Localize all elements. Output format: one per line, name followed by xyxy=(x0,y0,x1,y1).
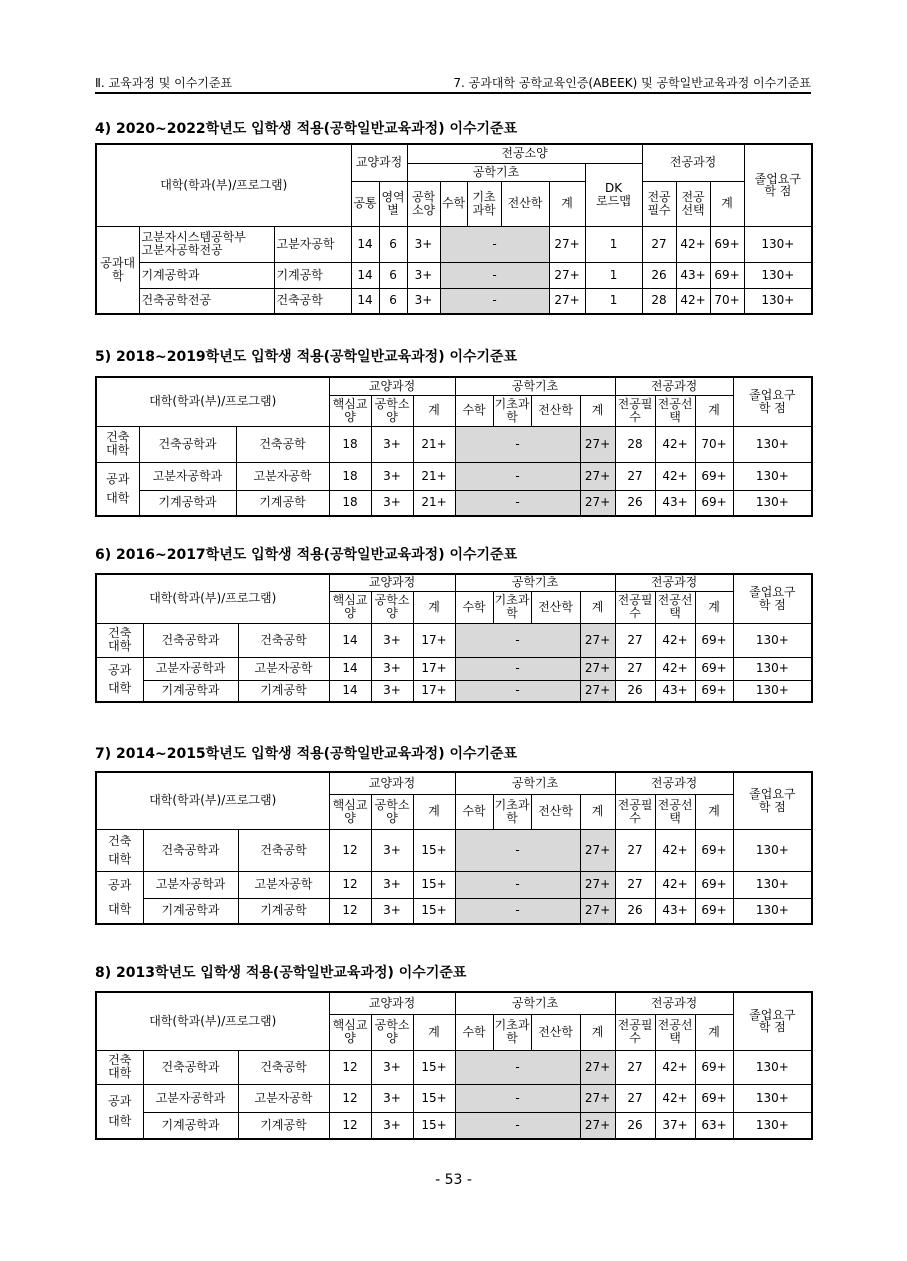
header-elec: 전공선택 xyxy=(676,181,710,226)
table-row xyxy=(96,1050,812,1084)
header-left: Ⅱ. 교육과정 및 이수기준표 xyxy=(95,76,233,90)
header-jeongong: 전공과정 xyxy=(642,144,744,181)
cell: 14 xyxy=(329,680,371,702)
header-jeongong-soyang: 전공소양 xyxy=(407,144,642,163)
header-gyoyang: 교양과정 xyxy=(329,992,455,1014)
cell: 69+ xyxy=(695,1084,733,1112)
cell: 3+ xyxy=(371,829,413,871)
section-title: 7) 2014~2015학년도 입학생 적용(공학일반교육과정) 이수기준표 xyxy=(95,746,518,762)
header-gyoyang: 교양과정 xyxy=(329,377,455,395)
cell: 15+ xyxy=(413,898,455,924)
college-cell: 건축 대학 xyxy=(96,1050,143,1084)
header-math: 수학 xyxy=(455,591,493,623)
cell: 21+ xyxy=(413,426,455,462)
dept-cell: 건축공학과 xyxy=(143,623,238,657)
header-sum3: 계 xyxy=(695,794,733,829)
header-math: 수학 xyxy=(455,794,493,829)
cell: 27+ xyxy=(580,898,615,924)
cell: 130+ xyxy=(733,1050,812,1084)
header-unit: 대학(학과(부)/프로그램) xyxy=(96,377,329,426)
cell: 130+ xyxy=(733,898,812,924)
header-gh-soyang: 공학소양 xyxy=(407,181,440,226)
cell: 1 xyxy=(585,262,642,288)
cell: 3+ xyxy=(371,623,413,657)
cell: 3+ xyxy=(371,898,413,924)
college-cell: 건축 대학 xyxy=(96,623,143,657)
cell: 28 xyxy=(642,288,676,314)
header-req: 전공필수 xyxy=(615,794,655,829)
header-gh-soyang: 공학소양 xyxy=(371,794,413,829)
cell: 130+ xyxy=(744,288,812,314)
header-sum3: 계 xyxy=(695,591,733,623)
prog-cell: 고분자공학 xyxy=(238,657,329,680)
cell: 12 xyxy=(329,871,371,898)
header-dk: DK 로드맵 xyxy=(585,163,642,226)
header-sum: 계 xyxy=(549,181,585,226)
cell: - xyxy=(455,490,580,516)
header-core: 핵심교양 xyxy=(329,591,371,623)
cell: 3+ xyxy=(407,226,440,262)
table-row xyxy=(96,898,812,924)
header-gonghak-gicho: 공학기초 xyxy=(455,992,615,1014)
header-grad: 졸업요구 학 점 xyxy=(733,574,812,623)
table-row xyxy=(96,871,812,898)
cell: 42+ xyxy=(655,871,695,898)
table-row xyxy=(96,680,812,702)
dept-cell: 건축공학과 xyxy=(143,1050,238,1084)
cell: 130+ xyxy=(733,426,812,462)
cell: 18 xyxy=(329,462,371,490)
cell: - xyxy=(455,623,580,657)
cell: 3+ xyxy=(371,1050,413,1084)
cell: 3+ xyxy=(371,657,413,680)
cell: 14 xyxy=(351,288,379,314)
cell: 3+ xyxy=(371,426,413,462)
header-math: 수학 xyxy=(455,1014,493,1050)
cell: 69+ xyxy=(695,871,733,898)
prog-cell: 고분자공학 xyxy=(236,462,329,490)
cell: 14 xyxy=(351,262,379,288)
cell: 15+ xyxy=(413,871,455,898)
cell: 3+ xyxy=(371,680,413,702)
cell: 130+ xyxy=(733,623,812,657)
header-math: 수학 xyxy=(455,395,493,426)
requirements-table xyxy=(95,573,813,703)
cell: 27 xyxy=(615,1084,655,1112)
cell: 17+ xyxy=(413,623,455,657)
cell: 42+ xyxy=(655,829,695,871)
header-sum: 계 xyxy=(413,591,455,623)
header-jeongong: 전공과정 xyxy=(615,377,733,395)
dept-cell: 기계공학과 xyxy=(139,262,274,288)
dept-cell: 기계공학과 xyxy=(139,490,236,516)
table-row xyxy=(96,657,812,680)
header-sum: 계 xyxy=(413,1014,455,1050)
cell: 17+ xyxy=(413,680,455,702)
cell: 27+ xyxy=(580,1112,615,1139)
header-unit: 대학(학과(부)/프로그램) xyxy=(96,574,329,623)
cell: 15+ xyxy=(413,829,455,871)
cell: 27+ xyxy=(580,657,615,680)
cell: 27 xyxy=(615,829,655,871)
prog-cell: 기계공학 xyxy=(236,490,329,516)
header-req: 전공필수 xyxy=(642,181,676,226)
cell: 3+ xyxy=(371,1084,413,1112)
cell: 27+ xyxy=(580,426,615,462)
header-elec: 전공선택 xyxy=(655,794,695,829)
cell: 27+ xyxy=(580,1084,615,1112)
cell: 69+ xyxy=(695,1050,733,1084)
cell: 70+ xyxy=(710,288,744,314)
header-gyoyang: 교양과정 xyxy=(351,144,407,181)
prog-cell: 기계공학 xyxy=(238,680,329,702)
header-computing: 전산학 xyxy=(531,591,580,623)
cell: 6 xyxy=(379,288,407,314)
header-basic-sci: 기초과학 xyxy=(493,794,531,829)
cell: 15+ xyxy=(413,1050,455,1084)
header-sum2: 계 xyxy=(580,794,615,829)
cell: - xyxy=(455,1112,580,1139)
table-row xyxy=(96,226,812,262)
prog-cell: 기계공학 xyxy=(238,898,329,924)
table-row xyxy=(96,623,812,657)
page-header xyxy=(95,74,811,94)
cell: 1 xyxy=(585,226,642,262)
header-computing: 전산학 xyxy=(531,395,580,426)
cell: 27+ xyxy=(580,1050,615,1084)
prog-cell: 고분자공학 xyxy=(238,1084,329,1112)
cell: 42+ xyxy=(655,1050,695,1084)
cell: 12 xyxy=(329,1112,371,1139)
cell: 27+ xyxy=(580,490,615,516)
section-title: 8) 2013학년도 입학생 적용(공학일반교육과정) 이수기준표 xyxy=(95,965,467,981)
cell: 42+ xyxy=(655,623,695,657)
cell: - xyxy=(455,829,580,871)
cell: 26 xyxy=(615,1112,655,1139)
college-cell: 공과 대학 xyxy=(96,657,143,702)
cell: 69+ xyxy=(710,226,744,262)
header-sum3: 계 xyxy=(695,1014,733,1050)
table-row xyxy=(96,490,812,516)
cell: 27+ xyxy=(580,871,615,898)
cell: 26 xyxy=(615,490,655,516)
section-title: 5) 2018~2019학년도 입학생 적용(공학일반교육과정) 이수기준표 xyxy=(95,349,518,365)
dept-cell: 기계공학과 xyxy=(143,1112,238,1139)
cell: 69+ xyxy=(695,657,733,680)
cell: 130+ xyxy=(733,490,812,516)
header-sum2: 계 xyxy=(580,1014,615,1050)
cell: 130+ xyxy=(733,1112,812,1139)
cell: - xyxy=(455,657,580,680)
header-gonghak-gicho: 공학기초 xyxy=(407,163,585,181)
cell: 130+ xyxy=(733,871,812,898)
header-req: 전공필수 xyxy=(615,395,655,426)
dept-cell: 건축공학전공 xyxy=(139,288,274,314)
college-cell: 공과 대학 xyxy=(96,462,139,516)
cell: 3+ xyxy=(407,262,440,288)
cell: 43+ xyxy=(676,262,710,288)
prog-cell: 기계공학 xyxy=(238,1112,329,1139)
cell: 42+ xyxy=(676,226,710,262)
header-unit: 대학(학과(부)/프로그램) xyxy=(96,992,329,1050)
cell: 27 xyxy=(615,871,655,898)
header-sum: 계 xyxy=(413,794,455,829)
cell: 130+ xyxy=(733,829,812,871)
header-core: 핵심교양 xyxy=(329,794,371,829)
header-grad: 졸업요구 학 점 xyxy=(733,377,812,426)
cell: 69+ xyxy=(695,829,733,871)
college-cell: 공과 대학 xyxy=(96,871,143,924)
requirements-table xyxy=(95,143,813,315)
header-gh-soyang: 공학소양 xyxy=(371,591,413,623)
cell: 6 xyxy=(379,262,407,288)
header-computing: 전산학 xyxy=(531,1014,580,1050)
cell: 12 xyxy=(329,1084,371,1112)
header-req: 전공필수 xyxy=(615,1014,655,1050)
cell: 26 xyxy=(615,898,655,924)
cell: 15+ xyxy=(413,1112,455,1139)
cell: 130+ xyxy=(733,462,812,490)
cell: 130+ xyxy=(733,1084,812,1112)
cell: 37+ xyxy=(655,1112,695,1139)
cell: 26 xyxy=(642,262,676,288)
cell: 63+ xyxy=(695,1112,733,1139)
requirements-table xyxy=(95,376,813,517)
cell: 130+ xyxy=(744,262,812,288)
header-elec: 전공선택 xyxy=(655,591,695,623)
header-basic-sci: 기초과학 xyxy=(493,591,531,623)
cell: 130+ xyxy=(733,680,812,702)
cell: 15+ xyxy=(413,1084,455,1112)
header-jeongong: 전공과정 xyxy=(615,772,733,794)
header-area: 영역별 xyxy=(379,181,407,226)
cell: 42+ xyxy=(655,1084,695,1112)
cell: 27+ xyxy=(549,226,585,262)
cell: 12 xyxy=(329,829,371,871)
cell: 27 xyxy=(615,462,655,490)
header-core: 핵심교양 xyxy=(329,1014,371,1050)
header-gh-soyang: 공학소양 xyxy=(371,395,413,426)
header-basic-sci: 기초과학 xyxy=(493,1014,531,1050)
header-elec: 전공선택 xyxy=(655,1014,695,1050)
cell: 42+ xyxy=(655,657,695,680)
cell: 27+ xyxy=(580,462,615,490)
cell: 3+ xyxy=(371,462,413,490)
header-sum: 계 xyxy=(413,395,455,426)
dept-cell: 고분자공학과 xyxy=(139,462,236,490)
cell: - xyxy=(455,1050,580,1084)
header-jeongong: 전공과정 xyxy=(615,992,733,1014)
header-basic-sci: 기초과학 xyxy=(467,181,501,226)
cell: 14 xyxy=(351,226,379,262)
cell: 14 xyxy=(329,657,371,680)
header-computing: 전산학 xyxy=(501,181,549,226)
cell: 70+ xyxy=(695,426,733,462)
header-gyoyang: 교양과정 xyxy=(329,772,455,794)
cell: 3+ xyxy=(407,288,440,314)
cell: 28 xyxy=(615,426,655,462)
cell: 14 xyxy=(329,623,371,657)
cell: 130+ xyxy=(744,226,812,262)
cell: 17+ xyxy=(413,657,455,680)
table-row xyxy=(96,426,812,462)
cell: 130+ xyxy=(733,657,812,680)
cell: 3+ xyxy=(371,490,413,516)
section-title: 4) 2020~2022학년도 입학생 적용(공학일반교육과정) 이수기준표 xyxy=(95,121,518,137)
table-row xyxy=(96,462,812,490)
cell: 27 xyxy=(642,226,676,262)
dept-cell: 고분자공학과 xyxy=(143,871,238,898)
table-row xyxy=(96,829,812,871)
cell: 27 xyxy=(615,1050,655,1084)
cell: 27+ xyxy=(580,623,615,657)
requirements-table xyxy=(95,991,813,1140)
college-cell: 공과 대학 xyxy=(96,1084,143,1139)
prog-cell: 건축공학 xyxy=(238,623,329,657)
prog-cell: 건축공학 xyxy=(236,426,329,462)
college-cell: 건축 대학 xyxy=(96,829,143,871)
header-computing: 전산학 xyxy=(531,794,580,829)
cell: - xyxy=(440,226,549,262)
cell: - xyxy=(455,1084,580,1112)
cell: 27 xyxy=(615,623,655,657)
cell: 21+ xyxy=(413,490,455,516)
college-cell: 공과대학 xyxy=(96,226,139,314)
cell: 3+ xyxy=(371,871,413,898)
prog-cell: 건축공학 xyxy=(238,1050,329,1084)
header-sum2: 계 xyxy=(580,591,615,623)
table-row xyxy=(96,1084,812,1112)
cell: 27+ xyxy=(549,262,585,288)
cell: - xyxy=(455,462,580,490)
cell: - xyxy=(440,288,549,314)
cell: 27 xyxy=(615,657,655,680)
cell: 27+ xyxy=(549,288,585,314)
header-sum2: 계 xyxy=(710,181,744,226)
header-basic-sci: 기초과학 xyxy=(493,395,531,426)
prog-cell: 기계공학 xyxy=(274,262,351,288)
cell: - xyxy=(455,426,580,462)
cell: 43+ xyxy=(655,898,695,924)
dept-cell: 건축공학과 xyxy=(139,426,236,462)
cell: 3+ xyxy=(371,1112,413,1139)
table-row xyxy=(96,288,812,314)
prog-cell: 고분자공학 xyxy=(274,226,351,262)
cell: 69+ xyxy=(695,898,733,924)
header-math: 수학 xyxy=(440,181,467,226)
header-req: 전공필수 xyxy=(615,591,655,623)
cell: 43+ xyxy=(655,490,695,516)
header-grad: 졸업요구 학 점 xyxy=(733,992,812,1050)
cell: 26 xyxy=(615,680,655,702)
cell: 69+ xyxy=(695,623,733,657)
cell: 21+ xyxy=(413,462,455,490)
header-unit: 대학(학과(부)/프로그램) xyxy=(96,144,351,226)
header-sum2: 계 xyxy=(580,395,615,426)
cell: 43+ xyxy=(655,680,695,702)
header-common: 공통 xyxy=(351,181,379,226)
header-grad: 졸업요구 학 점 xyxy=(733,772,812,829)
dept-cell: 고분자공학과 xyxy=(143,1084,238,1112)
cell: 42+ xyxy=(655,462,695,490)
cell: 27+ xyxy=(580,680,615,702)
header-right: 7. 공과대학 공학교육인증(ABEEK) 및 공학일반교육과정 이수기준표 xyxy=(453,76,811,90)
header-elec: 전공선택 xyxy=(655,395,695,426)
cell: 18 xyxy=(329,426,371,462)
cell: - xyxy=(455,898,580,924)
dept-cell: 고분자시스템공학부 고분자공학전공 xyxy=(139,226,274,262)
prog-cell: 건축공학 xyxy=(274,288,351,314)
header-gonghak-gicho: 공학기초 xyxy=(455,772,615,794)
header-gonghak-gicho: 공학기초 xyxy=(455,574,615,591)
cell: 18 xyxy=(329,490,371,516)
table-row xyxy=(96,262,812,288)
cell: - xyxy=(455,680,580,702)
header-core: 핵심교양 xyxy=(329,395,371,426)
cell: 69+ xyxy=(710,262,744,288)
table-row xyxy=(96,1112,812,1139)
cell: - xyxy=(455,871,580,898)
cell: 69+ xyxy=(695,462,733,490)
header-gyoyang: 교양과정 xyxy=(329,574,455,591)
requirements-table xyxy=(95,771,813,925)
prog-cell: 고분자공학 xyxy=(238,871,329,898)
dept-cell: 건축공학과 xyxy=(143,829,238,871)
header-jeongong: 전공과정 xyxy=(615,574,733,591)
header-gonghak-gicho: 공학기초 xyxy=(455,377,615,395)
cell: 6 xyxy=(379,226,407,262)
dept-cell: 기계공학과 xyxy=(143,898,238,924)
cell: 1 xyxy=(585,288,642,314)
prog-cell: 건축공학 xyxy=(238,829,329,871)
dept-cell: 기계공학과 xyxy=(143,680,238,702)
cell: 69+ xyxy=(695,490,733,516)
cell: 27+ xyxy=(580,829,615,871)
section-title: 6) 2016~2017학년도 입학생 적용(공학일반교육과정) 이수기준표 xyxy=(95,547,518,563)
header-sum3: 계 xyxy=(695,395,733,426)
cell: 12 xyxy=(329,1050,371,1084)
cell: 42+ xyxy=(655,426,695,462)
cell: 69+ xyxy=(695,680,733,702)
dept-cell: 고분자공학과 xyxy=(143,657,238,680)
cell: 42+ xyxy=(676,288,710,314)
cell: - xyxy=(440,262,549,288)
cell: 12 xyxy=(329,898,371,924)
header-unit: 대학(학과(부)/프로그램) xyxy=(96,772,329,829)
college-cell: 건축 대학 xyxy=(96,426,139,462)
page-number: - 53 - xyxy=(435,1172,472,1188)
header-gh-soyang: 공학소양 xyxy=(371,1014,413,1050)
header-grad: 졸업요구 학 점 xyxy=(744,144,812,226)
